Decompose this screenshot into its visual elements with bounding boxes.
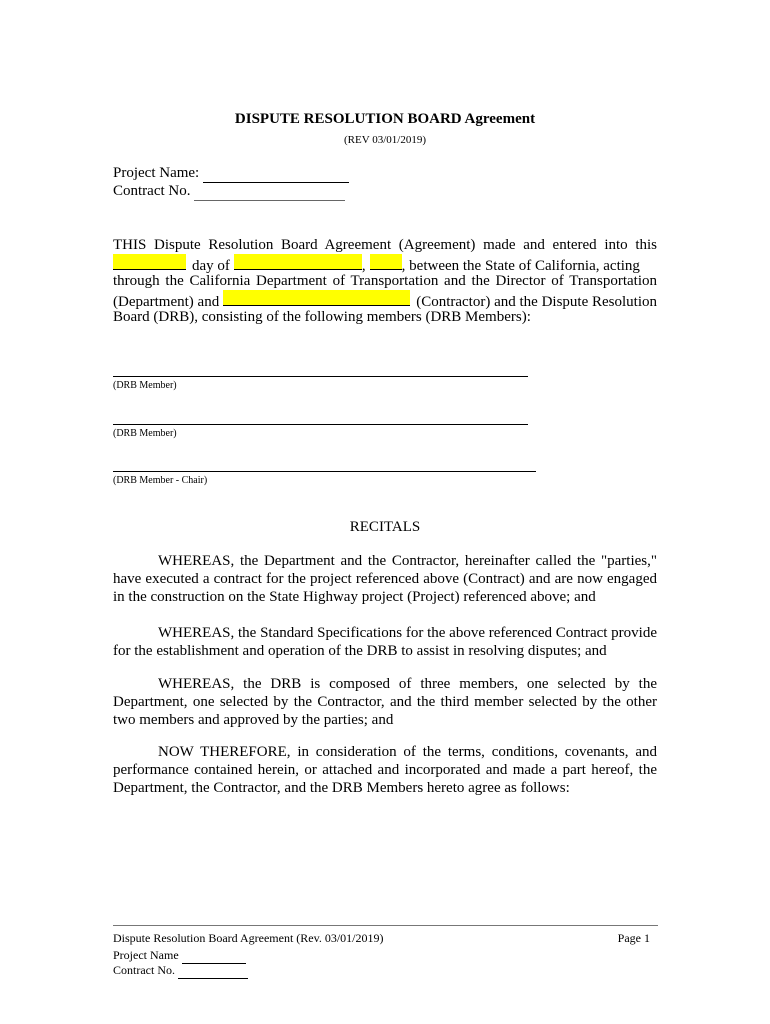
contract-no-input[interactable] [194, 183, 345, 201]
contract-no-label: Contract No. [113, 183, 191, 199]
recitals-heading: RECITALS [349, 519, 421, 535]
drb-chair-label: (DRB Member - Chair) [113, 475, 208, 486]
drb-chair-line[interactable] [113, 471, 536, 472]
footer-project-name [113, 948, 650, 964]
footer-contract-no-label: Contract No. [113, 963, 175, 977]
day-of-text: day of [192, 258, 230, 274]
document-title: DISPUTE RESOLUTION BOARD Agreement [234, 111, 536, 127]
date-comma: , [361, 258, 366, 274]
footer-divider [113, 925, 658, 926]
drb-member-1-label: (DRB Member) [113, 380, 177, 391]
project-name-field [113, 165, 349, 183]
drb-member-1-line[interactable] [113, 376, 528, 377]
year-blank[interactable] [370, 254, 402, 270]
recital-paragraph-3: WHEREAS, the DRB is composed of three members, one selected by the Department, one selected by the Contractor, and the third member selected by the other two members and approved by the parties; and [113, 676, 657, 728]
revision-date: (REV 03/01/2019) [344, 134, 426, 146]
footer-project-name-label: Project Name [113, 948, 179, 962]
intro-line-2-tail: , between the State of California, acting [401, 258, 640, 274]
footer-project-name-blank[interactable] [182, 948, 246, 964]
intro-line-1: THIS Dispute Resolution Board Agreement (Agreement) made and entered into this [113, 237, 657, 253]
footer-doc-name: Dispute Resolution Board Agreement (Rev. 03/01/2019) [113, 931, 384, 945]
intro-line-4-tail: (Contractor) and the Dispute Resolution [416, 294, 657, 310]
contract-no-field [113, 183, 345, 201]
footer-contract-no-blank[interactable] [178, 963, 248, 979]
project-name-label: Project Name: [113, 165, 200, 181]
month-blank[interactable] [234, 254, 362, 270]
intro-line-4-head: (Department) and [113, 294, 220, 310]
recital-paragraph-1: WHEREAS, the Department and the Contractor, hereinafter called the "parties," have executed a contract for the project referenced above (Contract) and are now engaged in the construction on the State Highway project (Project) referenced above; and [113, 553, 657, 605]
drb-member-2-line[interactable] [113, 424, 528, 425]
intro-line-5: Board (DRB), consisting of the following members (DRB Members): [113, 309, 531, 325]
intro-line-3: through the California Department of Transportation and the Director of Transportation [113, 273, 657, 289]
drb-member-2-label: (DRB Member) [113, 428, 177, 439]
day-blank[interactable] [113, 254, 186, 270]
footer-contract-no [113, 963, 650, 979]
footer-doc-row [113, 931, 650, 946]
recital-paragraph-2: WHEREAS, the Standard Specifications for the above referenced Contract provide for the establishment and operation of the DRB to assist in resolving disputes; and [113, 625, 657, 659]
page-number: Page 1 [617, 931, 650, 945]
project-name-input[interactable] [203, 165, 349, 183]
recital-paragraph-4: NOW THEREFORE, in consideration of the terms, conditions, covenants, and performance contained herein, or attached and incorporated and made a part hereof, the Department, the Contractor, and the DRB Members hereto agree as follows: [113, 744, 657, 796]
contractor-name-blank[interactable] [223, 290, 410, 306]
